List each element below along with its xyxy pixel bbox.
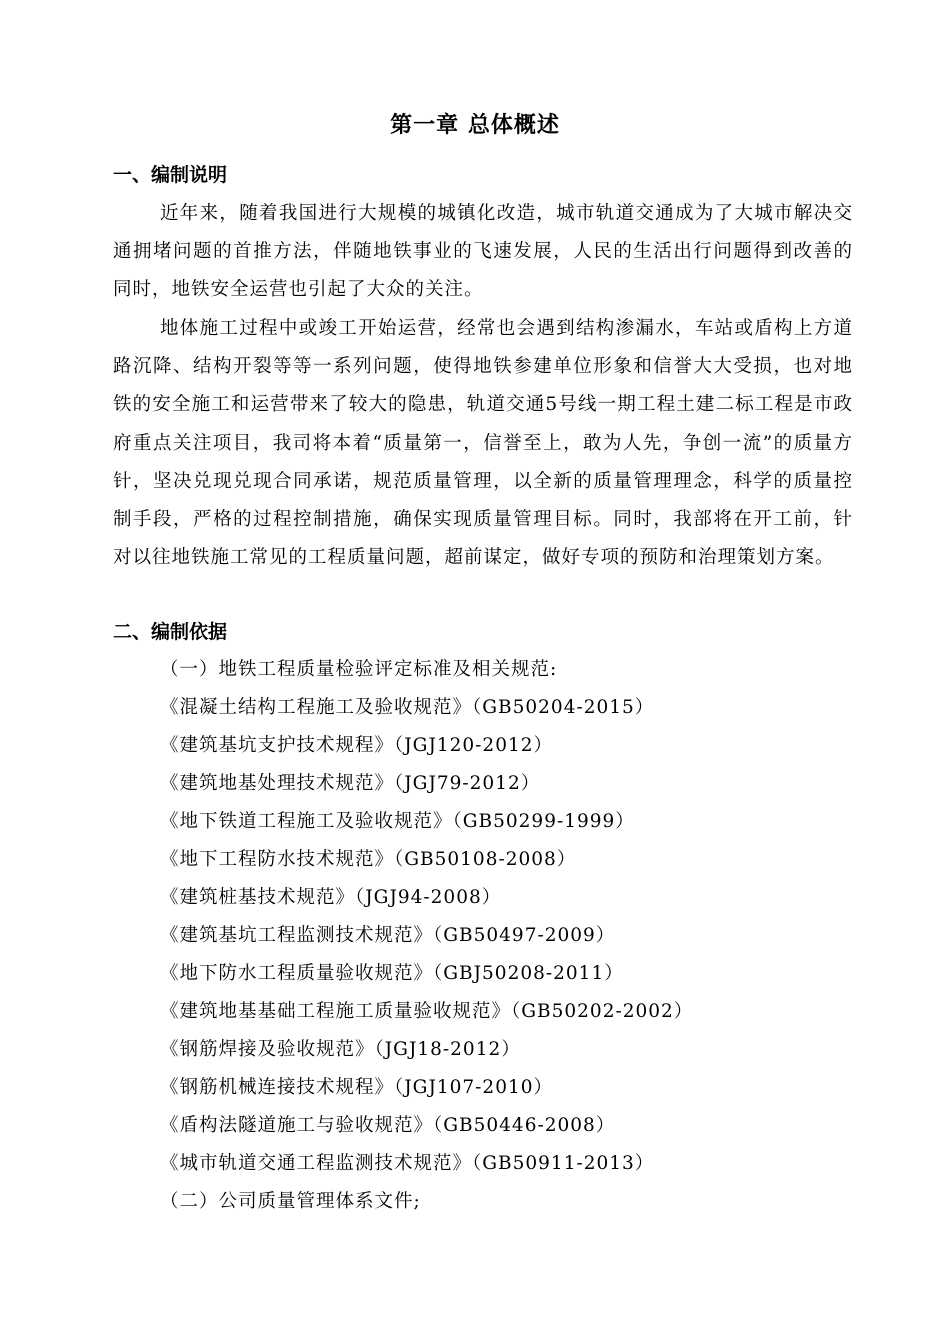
list-item-standard: 《盾构法隧道施工与验收规范》（GB50446-2008） <box>160 1115 616 1136</box>
list-item-standard: 《建筑基坑工程监测技术规范》（GB50497-2009） <box>160 925 616 946</box>
list-item-standard: 《钢筋机械连接技术规程》（JGJ107-2010） <box>160 1077 554 1098</box>
list-item-standard: 《建筑桩基技术规范》（JGJ94-2008） <box>160 887 502 908</box>
list-item-standard: 《地下工程防水技术规范》（GB50108-2008） <box>160 849 577 870</box>
list-item-company-documents: （二）公司质量管理体系文件; <box>160 1191 421 1212</box>
list-item-standard: 《建筑地基基础工程施工质量验收规范》（GB50202-2002） <box>160 1001 694 1022</box>
paragraph-intro: 近年来，随着我国进行大规模的城镇化改造，城市轨道交通成为了大城市解决交通拥堵问题的首推方法，伴随地铁事业的飞速发展，人民的生活出行问题得到改善的同时，地铁安全运营也引起了大众的关注。 <box>113 203 853 301</box>
section-heading-preparation-notes: 一、编制说明 <box>113 164 228 186</box>
list-item-standard: 《地下防水工程质量验收规范》（GBJ50208-2011） <box>160 963 624 984</box>
list-item-standard: 《地下铁道工程施工及验收规范》（GB50299-1999） <box>160 811 635 832</box>
list-item-standard: 《城市轨道交通工程监测技术规范》（GB50911-2013） <box>160 1153 655 1174</box>
list-item-standard: 《建筑地基处理技术规范》（JGJ79-2012） <box>160 773 541 794</box>
paragraph-quality-issues: 地体施工过程中或竣工开始运营，经常也会遇到结构渗漏水，车站或盾构上方道路沉降、结构开裂等等一系列问题，使得地铁参建单位形象和信誉大大受损，也对地铁的安全施工和运营带来了较大的隐患，轨道交通5号线一期工程土建二标工程是市政府重点关注项目，我司将本着“质量第一，信誉至上，敢为人先，争创一流”的质量方针，坚决兑现兑现合同承诺，规范质量管理，以全新的质量管理理念，科学的质量控制手段，严格的过程控制措施，确保实现质量管理目标。同时，我部将在开工前，针对以往地铁施工常见的工程质量问题，超前谋定，做好专项的预防和治理策划方案。 <box>113 318 853 569</box>
list-item-standard: 《混凝土结构工程施工及验收规范》（GB50204-2015） <box>160 697 655 718</box>
section-heading-preparation-basis: 二、编制依据 <box>113 621 228 643</box>
list-item-standard: 《钢筋焊接及验收规范》（JGJ18-2012） <box>160 1039 521 1060</box>
list-item-standard: 《建筑基坑支护技术规程》（JGJ120-2012） <box>160 735 554 756</box>
list-item-standards-intro: （一）地铁工程质量检验评定标准及相关规范: <box>160 659 558 680</box>
chapter-title: 第一章 总体概述 <box>390 113 560 138</box>
